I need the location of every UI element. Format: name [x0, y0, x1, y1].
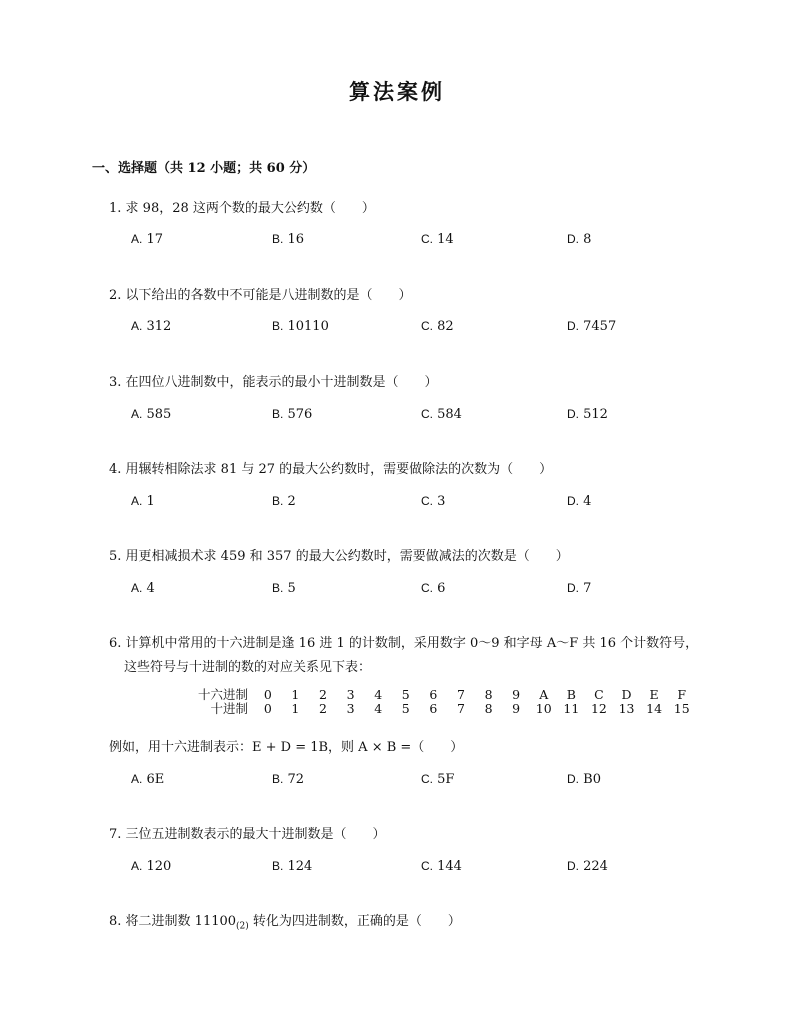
hex-cell: 3	[346, 687, 355, 702]
option-c: C. 3	[421, 494, 446, 509]
option-d: D. 512	[567, 407, 608, 422]
option-c: C. 82	[421, 319, 454, 334]
option-c: C. 5F	[421, 772, 455, 787]
option-b: B. 2	[272, 494, 296, 509]
question-6-stem-line2: 这些符号与十进制的数的对应关系见下表：	[124, 660, 372, 675]
option-d: D. 7457	[567, 319, 617, 334]
dec-row	[188, 702, 696, 716]
dec-cell: 13	[618, 701, 635, 716]
question-3-stem: 3. 在四位八进制数中，能表示的最小十进制数是（ ）	[109, 375, 438, 390]
dec-cell: 15	[673, 701, 690, 716]
question-6-example: 例如，用十六进制表示：E + D = 1B，则 A × B =（ ）	[109, 740, 464, 755]
row-header-dec: 十进制	[210, 701, 248, 716]
hex-cell: 5	[401, 687, 410, 702]
option-b: B. 124	[272, 859, 313, 874]
question-4-stem: 4. 用辗转相除法求 81 与 27 的最大公约数时，需要做除法的次数为（ ）	[109, 462, 553, 477]
hex-cell: 0	[263, 687, 272, 702]
hex-cell: D	[621, 687, 632, 702]
option-b: B. 10110	[272, 319, 329, 334]
dec-cell: 3	[346, 701, 355, 716]
dec-cell: 2	[319, 701, 327, 716]
question-8-stem: 8. 将二进制数 $11100_{(2)}$ 转化为四进制数，正确的是（ ）	[109, 914, 461, 932]
dec-cell: 1	[291, 701, 300, 716]
dec-cell: 0	[263, 701, 272, 716]
dec-cell: 6	[429, 701, 438, 716]
dec-cell: 8	[484, 701, 493, 716]
option-c: C. 144	[421, 859, 462, 874]
hex-cell: C	[594, 687, 604, 702]
dec-cell: 5	[401, 701, 410, 716]
option-a: A. 585	[131, 407, 172, 422]
dec-cell: 10	[535, 701, 552, 716]
question-1-stem: 1. 求 98，28 这两个数的最大公约数（ ）	[109, 201, 375, 216]
option-d: D. 8	[567, 232, 592, 247]
option-d: D. 224	[567, 859, 608, 874]
hex-cell: 7	[456, 687, 465, 702]
section-heading: 一、选择题（共 12 小题；共 60 分）	[92, 161, 316, 176]
option-a: A. 6E	[131, 772, 165, 787]
row-header-hex: 十六进制	[197, 687, 248, 702]
dec-cell: 7	[456, 701, 465, 716]
hex-decimal-table	[188, 688, 696, 716]
dec-cell: 12	[590, 701, 607, 716]
hex-cell: 9	[512, 687, 521, 702]
option-b: B. 576	[272, 407, 313, 422]
question-5-stem: 5. 用更相减损术求 459 和 357 的最大公约数时，需要做减法的次数是（ ）	[109, 549, 569, 564]
hex-cell: 1	[291, 687, 300, 702]
page-title: 算法案例	[349, 79, 445, 104]
hex-cell: F	[677, 687, 687, 702]
option-b: B. 5	[272, 581, 296, 596]
option-a: A. 312	[131, 319, 172, 334]
hex-cell: A	[539, 687, 549, 702]
dec-cell: 4	[374, 701, 383, 716]
question-2-stem: 2. 以下给出的各数中不可能是八进制数的是（ ）	[109, 288, 412, 303]
hex-cell: 4	[374, 687, 383, 702]
option-a: A. 1	[131, 494, 155, 509]
hex-cell: E	[649, 687, 659, 702]
question-6-stem: 6. 计算机中常用的十六进制是逢 16 进 1 的计数制，采用数字 0～9 和字母 A～F 共 16 个计数符号，	[109, 636, 699, 651]
option-d: D. B0	[567, 772, 601, 787]
hex-row	[188, 688, 696, 702]
hex-cell: 8	[484, 687, 493, 702]
dec-cell: 11	[563, 701, 580, 716]
option-b: B. 72	[272, 772, 305, 787]
option-c: C. 584	[421, 407, 462, 422]
dec-cell: 14	[646, 701, 663, 716]
option-b: B. 16	[272, 232, 305, 247]
hex-cell: B	[566, 687, 576, 702]
hex-cell: 6	[429, 687, 438, 702]
option-c: C. 14	[421, 232, 454, 247]
option-d: D. 4	[567, 494, 592, 509]
option-c: C. 6	[421, 581, 446, 596]
option-a: A. 120	[131, 859, 172, 874]
option-a: A. 4	[131, 581, 155, 596]
hex-cell: 2	[319, 687, 327, 702]
option-d: D. 7	[567, 581, 592, 596]
dec-cell: 9	[512, 701, 521, 716]
question-7-stem: 7. 三位五进制数表示的最大十进制数是（ ）	[109, 827, 386, 842]
option-a: A. 17	[131, 232, 164, 247]
